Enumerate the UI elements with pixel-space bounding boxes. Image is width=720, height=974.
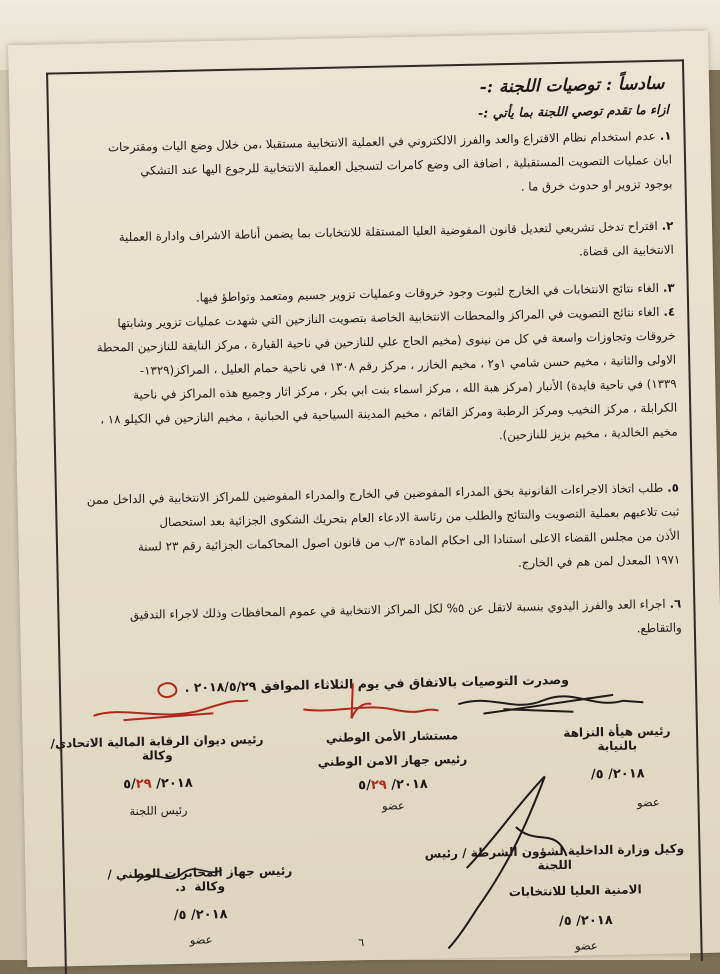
recommendation-line: خروقات وتجاوزات واسعة في كل من نينوى (مخيم الحاج علي للنازحين في ناحية القيارة ، مركز النايفة للنازحين المحطة [96, 328, 676, 355]
recommendation-item [79, 476, 681, 585]
item-number: ١. [659, 128, 672, 143]
recommendation-item [75, 300, 678, 457]
item-number: ٦. [669, 596, 682, 611]
intro-line: ازاء ما تقدم توصي اللجنة بما يأتي :- [478, 101, 670, 121]
recommendation-first-line: الغاء نتائج التصويت في المراكز والمحطات الانتخابية الخاصة بتصويت النازحين التي شهدت عمليات تزوير وشابتها [117, 304, 660, 331]
signatory-title: رئيس هيأة النزاهة بالنيابة [563, 723, 671, 754]
signatory-role: عضو [636, 794, 660, 810]
signatory-role: رئيس اللجنة [129, 802, 188, 819]
signature-date: ٢٠١٨/ ٥/ [558, 912, 613, 930]
signatory-role: عضو [381, 798, 405, 813]
signature-date: ٢٠١٨/ ٥/ [590, 766, 645, 783]
signature-scribble-intelligence [126, 855, 227, 897]
recommendation-first-line: الغاء نتائج الانتخابات في الخارج لثبوت وجود خروقات وعمليات تزوير جسيم ومتعمد وتواطؤ فيها. [195, 280, 660, 305]
recommendation-line: الكرابلة ، مركز النخيب ومركز الرطبة ومركز القائم ، مخيم المدينة السياحية في الحبانية ، مخيم النازحين في الكيلو ١٨ ، [100, 400, 678, 427]
document-content [50, 63, 697, 966]
recommendation-line: الانتخابية الى قضاة. [578, 242, 674, 259]
signature-date: ٢٠١٨/ ٥/٢٩ [122, 775, 193, 793]
signature-date: ٢٠١٨/ ٥/ [173, 907, 228, 924]
signature-scribble-integrity [453, 680, 654, 734]
signatory-title: مستشار الأمن الوطني [325, 728, 459, 745]
signature-scribble-national-security [293, 676, 444, 729]
recommendation-line: ابان عمليات التصويت المستقبلية , اضافة الى وضع كامرات لتسجيل العملية الانتخابية للرجوع اليها عند التشكي [140, 152, 673, 178]
signature-date: ٢٠١٨/ ٥/٢٩ [358, 776, 428, 794]
signatory-role: عضو [574, 938, 598, 953]
section-heading: سادساً : توصيات اللجنة :- [479, 73, 665, 98]
signature-block-audit-bureau [42, 732, 274, 820]
item-number: ٢. [661, 218, 674, 233]
signatory-subtitle: رئيس جهاز الامن الوطني [317, 751, 468, 770]
recommendation-line: الأذن من مجلس القضاء الاعلى استنادا الى احكام المادة ٣/ب من قانون اصول المحاكمات الجزائية رقم ٢٣ لسنة [137, 528, 680, 554]
recommendation-line: مخيم الخالدية ، مخيم بزيز للنازحين). [498, 424, 678, 443]
recommendation-first-line: طلب اتخاذ الاجراءات القانونية بحق المدراء المفوضين في الخارج والمدراء المفوضين للمراكز الانتخابية في الداخل ممن [86, 480, 664, 507]
recommendation-line: الاولى والثانية ، مخيم حسن شامي ١و٢ ، مخيم الخازر ، مركز رقم ١٣٠٨ في ناحية حمام العليل ، المراكز(١٣٢٩- [139, 352, 677, 378]
recommendation-line: بوجود تزوير او حدوث خرق ما . [520, 176, 673, 194]
item-number: ٣. [662, 280, 675, 295]
recommendation-line: ثبت تلاعبهم بعملية التصويت والنتائج والطلب من رئاسة الادعاء العام بتحريك الشكوى الجزائية بعد استحصال [159, 504, 680, 530]
handwritten-day: ٢٩ [135, 776, 152, 792]
signatory-role: عضو [189, 932, 213, 947]
signatory-title: رئيس ديوان الرقابة المالية الاتحادي/وكالة [50, 732, 264, 763]
recommendation-item [81, 591, 682, 652]
recommendation-line: ١٩٧١ المعدل لمن هم في الخارج. [517, 552, 681, 570]
signature-scribble-audit-bureau [83, 672, 254, 736]
recommendation-item [71, 124, 672, 209]
recommendation-first-line: اقتراح تدخل تشريعي لتعديل قانون المفوضية العليا المستقلة للانتخابات بما يضمن أناطة الاشراف وادارة العملية [118, 218, 658, 245]
recommendation-first-line: عدم استخدام نظام الاقتراع والعد والفرز الالكتروني في العملية الانتخابية مستقبلا ،من خلال وضع اليات ومقترحات [107, 128, 656, 155]
signature-scribble-interior-ministry [395, 765, 599, 959]
item-number: ٥. [666, 480, 679, 495]
name-prefix: د. [175, 879, 187, 895]
page-number: ٦ [358, 936, 365, 950]
recommendation-first-line: اجراء العد والفرز اليدوي بنسبة لاتقل عن ٥% لكل المراكز الانتخابية في عموم المحافظات وذلك لاجراء التدقيق [129, 596, 666, 623]
signatory-subtitle: الامنية العليا للانتخابات [508, 882, 642, 900]
signatory-title: رئيس جهاز المخابرات الوطني /وكالة د. [107, 863, 293, 895]
recommendation-line: والتقاطع. [636, 620, 682, 636]
signatory-title: وكيل وزارة الداخلية لشؤون الشرطة / رئيس اللجنة [424, 841, 685, 873]
recommendation-line: ١٣٣٩) في ناحية فايدة) الأنبار (مركز هبة الله ، مركز اسماء بنت ابي بكر ، مركز اثار وجميع هذه المراكز في ناحية [132, 376, 677, 402]
closing-statement: وصدرت التوصيات بالاتفاق في يوم الثلاثاء الموافق ٢٠١٨/٥/٢٩ . [184, 671, 570, 695]
item-number: ٤. [663, 304, 676, 319]
handwritten-day: ٢٩ [370, 777, 387, 794]
recommendation-item [73, 214, 674, 275]
